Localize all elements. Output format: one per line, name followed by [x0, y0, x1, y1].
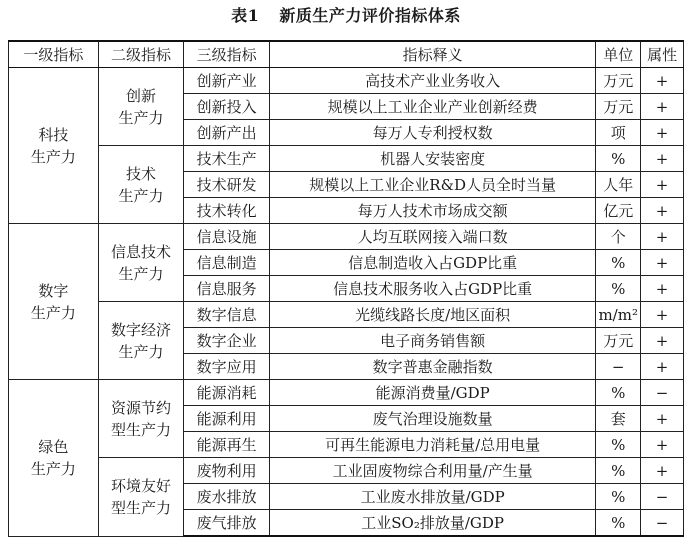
- attribute-cell: −: [641, 510, 684, 537]
- attribute-cell: +: [641, 250, 684, 276]
- description-cell: 规模以上工业企业R&D人员全时当量: [270, 172, 596, 198]
- level3-cell: 能源消耗: [184, 380, 270, 406]
- table-row: [9, 68, 684, 94]
- description-cell: 电子商务销售额: [270, 328, 596, 354]
- unit-cell: 万元: [596, 328, 641, 354]
- table-row: [9, 380, 684, 406]
- header-level3: 三级指标: [184, 41, 270, 68]
- attribute-cell: −: [641, 484, 684, 510]
- level2-cell: 信息技术 生产力: [98, 224, 184, 302]
- unit-cell: %: [596, 484, 641, 510]
- attribute-cell: +: [641, 328, 684, 354]
- unit-cell: %: [596, 380, 641, 406]
- unit-cell: %: [596, 432, 641, 458]
- description-cell: 可再生能源电力消耗量/总用电量: [270, 432, 596, 458]
- level3-cell: 技术生产: [184, 146, 270, 172]
- level3-cell: 技术研发: [184, 172, 270, 198]
- level3-cell: 废水排放: [184, 484, 270, 510]
- unit-cell: 万元: [596, 94, 641, 120]
- description-cell: 工业固废物综合利用量/产生量: [270, 458, 596, 484]
- description-cell: 信息制造收入占GDP比重: [270, 250, 596, 276]
- attribute-cell: +: [641, 458, 684, 484]
- level2-cell: 环境友好 型生产力: [98, 458, 184, 537]
- table-number: 表1: [231, 6, 260, 25]
- attribute-cell: −: [641, 380, 684, 406]
- attribute-cell: +: [641, 68, 684, 94]
- level3-cell: 数字应用: [184, 354, 270, 380]
- attribute-cell: +: [641, 432, 684, 458]
- unit-cell: 套: [596, 406, 641, 432]
- description-cell: 数字普惠金融指数: [270, 354, 596, 380]
- level2-cell: 技术 生产力: [98, 146, 184, 224]
- attribute-cell: +: [641, 198, 684, 224]
- unit-cell: 万元: [596, 68, 641, 94]
- unit-cell: m/m²: [596, 302, 641, 328]
- attribute-cell: +: [641, 302, 684, 328]
- header-description: 指标释义: [270, 41, 596, 68]
- level3-cell: 信息制造: [184, 250, 270, 276]
- description-cell: 每万人专利授权数: [270, 120, 596, 146]
- attribute-cell: +: [641, 354, 684, 380]
- level3-cell: 创新投入: [184, 94, 270, 120]
- table-row: [9, 224, 684, 250]
- unit-cell: 人年: [596, 172, 641, 198]
- table-row: [9, 146, 684, 172]
- attribute-cell: +: [641, 406, 684, 432]
- level3-cell: 数字信息: [184, 302, 270, 328]
- description-cell: 工业废水排放量/GDP: [270, 484, 596, 510]
- level2-cell: 创新 生产力: [98, 68, 184, 146]
- header-unit: 单位: [596, 41, 641, 68]
- description-cell: 工业SO₂排放量/GDP: [270, 510, 596, 537]
- level3-cell: 数字企业: [184, 328, 270, 354]
- description-cell: 高技术产业业务收入: [270, 68, 596, 94]
- level3-cell: 创新产业: [184, 68, 270, 94]
- unit-cell: 亿元: [596, 198, 641, 224]
- attribute-cell: +: [641, 146, 684, 172]
- unit-cell: %: [596, 250, 641, 276]
- unit-cell: %: [596, 276, 641, 302]
- description-cell: 光缆线路长度/地区面积: [270, 302, 596, 328]
- unit-cell: 项: [596, 120, 641, 146]
- table-body: [9, 68, 684, 537]
- level2-cell: 资源节约 型生产力: [98, 380, 184, 458]
- description-cell: 废气治理设施数量: [270, 406, 596, 432]
- table-caption: [0, 0, 692, 32]
- header-level1: 一级指标: [9, 41, 99, 68]
- description-cell: 能源消费量/GDP: [270, 380, 596, 406]
- level2-cell: 数字经济 生产力: [98, 302, 184, 380]
- table-row: [9, 302, 684, 328]
- level3-cell: 技术转化: [184, 198, 270, 224]
- attribute-cell: +: [641, 120, 684, 146]
- unit-cell: %: [596, 146, 641, 172]
- attribute-cell: +: [641, 94, 684, 120]
- level3-cell: 创新产出: [184, 120, 270, 146]
- table-header-row: [9, 41, 684, 68]
- level3-cell: 能源利用: [184, 406, 270, 432]
- level1-cell: 科技 生产力: [9, 68, 99, 224]
- unit-cell: %: [596, 510, 641, 537]
- description-cell: 机器人安装密度: [270, 146, 596, 172]
- description-cell: 每万人技术市场成交额: [270, 198, 596, 224]
- level3-cell: 能源再生: [184, 432, 270, 458]
- level1-cell: 绿色 生产力: [9, 380, 99, 537]
- table-row: [9, 458, 684, 484]
- unit-cell: −: [596, 354, 641, 380]
- description-cell: 规模以上工业企业产业创新经费: [270, 94, 596, 120]
- level1-cell: 数字 生产力: [9, 224, 99, 380]
- unit-cell: 个: [596, 224, 641, 250]
- description-cell: 信息技术服务收入占GDP比重: [270, 276, 596, 302]
- indicator-table: [8, 40, 684, 537]
- header-attribute: 属性: [641, 41, 684, 68]
- level3-cell: 废物利用: [184, 458, 270, 484]
- attribute-cell: +: [641, 224, 684, 250]
- unit-cell: %: [596, 458, 641, 484]
- attribute-cell: +: [641, 276, 684, 302]
- table-title: 新质生产力评价指标体系: [279, 6, 461, 25]
- header-level2: 二级指标: [98, 41, 184, 68]
- level3-cell: 废气排放: [184, 510, 270, 537]
- level3-cell: 信息设施: [184, 224, 270, 250]
- level3-cell: 信息服务: [184, 276, 270, 302]
- description-cell: 人均互联网接入端口数: [270, 224, 596, 250]
- attribute-cell: +: [641, 172, 684, 198]
